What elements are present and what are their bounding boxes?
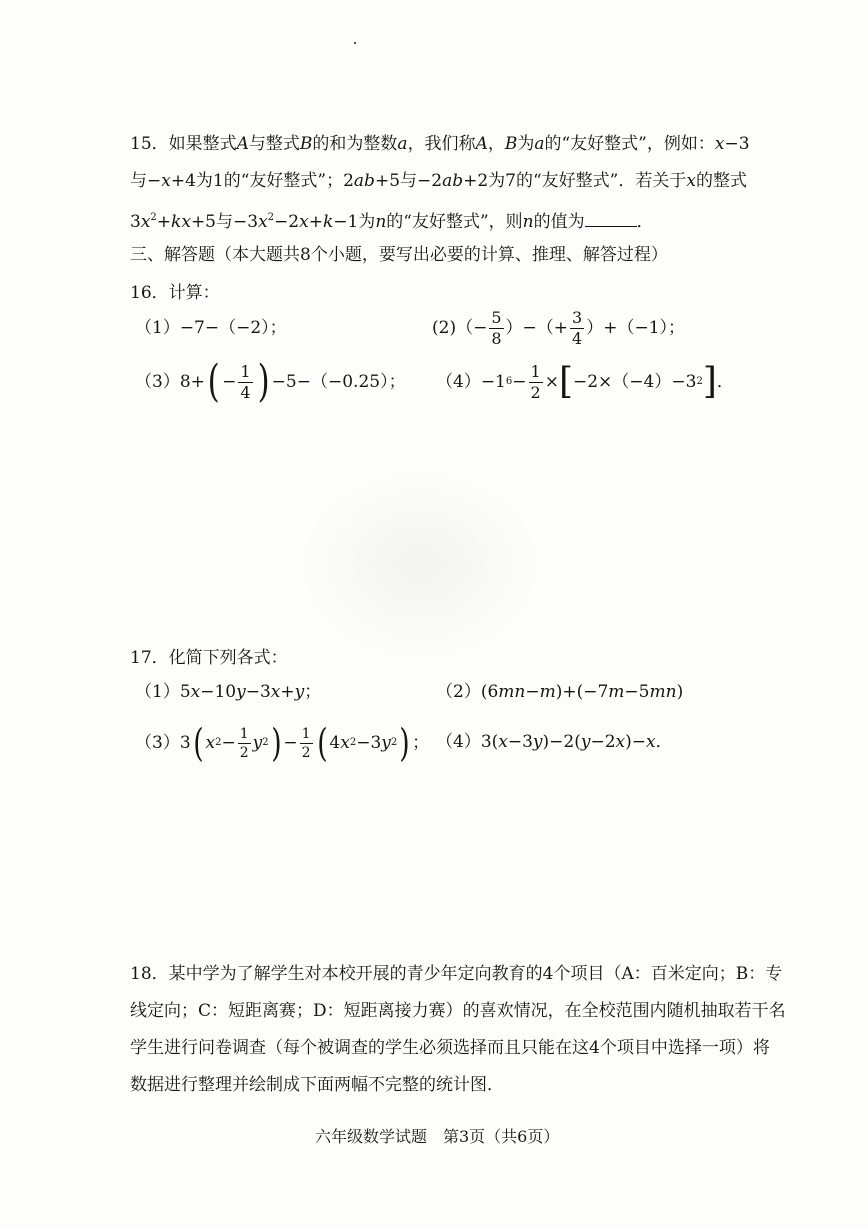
q16-part1: （1）−7−（−2）； xyxy=(135,318,287,338)
q18-line4: 数据进行整理并绘制成下面两幅不完整的统计图． xyxy=(130,1075,504,1095)
answer-blank xyxy=(585,210,637,227)
q16-part3: （3）8+ ( − $\frac{1}{4}$ ) −5−（−0.25）； xyxy=(135,356,406,407)
watermark-shade xyxy=(300,470,540,660)
q17-part3: （3）3 ( x 2 − $\frac{1}{2}$ y 2 ) − $\frac{1}{2}$ ( 4 x 2 −3 y 2 ) ； xyxy=(135,721,430,765)
q15-line3: $3x^2+kx+5$与$-3x^2-2x+k-1$为n的“友好整式”，则n的值为 ． xyxy=(130,212,654,232)
q17-part4: （4）3(x−3y)−2(y−2x)−x． xyxy=(436,732,673,752)
q18-line2: 线定向；C：短距离赛；D：短距离接力赛）的喜欢情况，在全校范围内随机抽取若干名 xyxy=(130,1001,786,1021)
section3-heading: 三、解答题（本大题共8个小题，要写出必要的计算、推理、解答过程） xyxy=(130,245,668,265)
q17-title: 17．化简下列各式： xyxy=(130,648,288,668)
q16-part2: (2)（− $\frac{5}{8}$ ）−（+ $\frac{3}{4}$ ）+（−1）； xyxy=(432,307,686,348)
scan-speck xyxy=(354,42,356,44)
page-footer: 六年级数学试题 第3页（共6页） xyxy=(315,1127,560,1146)
q17-part1: （1）5x−10y−3x+y； xyxy=(135,682,322,702)
q16-part4: （4）−1 6 − $\frac{1}{2}$ × [ −2×（−4）−3 2 ] ． xyxy=(436,361,734,402)
q15-line2: 与−x+4为1的“友好整式”；2ab+5与−2ab+2为7的“友好整式”．若关于x的整式 xyxy=(130,171,747,191)
q18-line1: 18．某中学为了解学生对本校开展的青少年定向教育的4个项目（A：百米定向；B：专 xyxy=(130,964,783,984)
q15-line1: 15．如果整式A与整式B的和为整数a，我们称A，B为a的“友好整式”，例如：x−3 xyxy=(130,134,750,154)
q16-title: 16．计算： xyxy=(130,283,220,303)
q17-part2: （2）(6mn−m)+(−7m−5mn) xyxy=(436,682,684,702)
q18-line3: 学生进行问卷调查（每个被调查的学生必须选择而且只能在这4个项目中选择一项）将 xyxy=(130,1038,770,1058)
